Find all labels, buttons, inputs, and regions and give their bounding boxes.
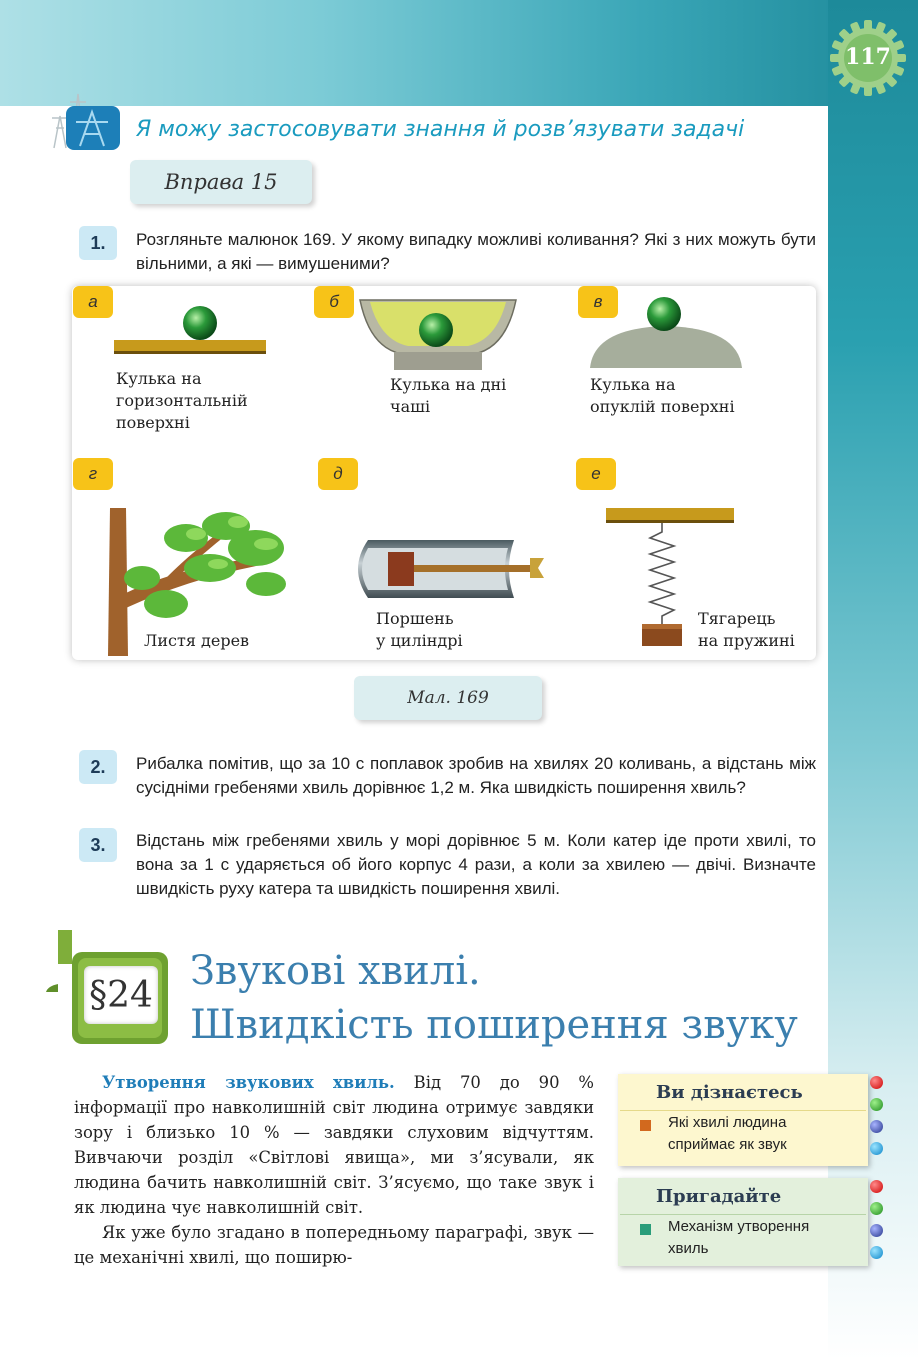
- ball-on-convex-surface-image: [588, 294, 744, 370]
- exercise-label: Вправа 15: [130, 160, 312, 204]
- ball-on-horizontal-surface-image: [112, 300, 268, 360]
- task-number: 3.: [79, 828, 117, 862]
- paragraph-title-line1: Звукові хвилі.: [190, 948, 481, 994]
- paragraph-title-line2: Швидкість поширення звуку: [190, 1002, 798, 1048]
- learn-box-item: Які хвилі людина сприймає як звук: [668, 1114, 787, 1153]
- task-number: 1.: [79, 226, 117, 260]
- red-dot-icon: [870, 1180, 883, 1193]
- figure-caption-b: Кулька на дні чаші: [390, 375, 507, 416]
- cyan-dot-icon: [870, 1142, 883, 1155]
- figure-letter-a: а: [73, 286, 113, 318]
- recall-box-item: Механізм утворення хвиль: [668, 1218, 810, 1257]
- figure-caption-d: Поршень у циліндрі: [376, 609, 463, 650]
- body-paragraph-2: Як уже було згадано в попередньому параграфі, звук — це механічні хвилі, що поширю-: [74, 1223, 594, 1267]
- figure-letter-c: в: [578, 286, 618, 318]
- body-paragraph-1: Утворення звукових хвиль. Від 70 до 90 % інформації про навколишній світ людина отримує завдяки зору і близько 10 % — завдяки слуховим відчуттям. Вивчаючи розділ «Світлові явища», ми з’ясували, як людина бачить навколишній світ. З’ясуємо, що таке звук і як людина чує навколишній світ.: [74, 1073, 594, 1217]
- paragraph-number: §24: [84, 966, 158, 1024]
- figure-caption-a: Кулька на горизонтальній поверхні: [116, 369, 248, 432]
- learn-box: [618, 1074, 868, 1166]
- task-text: Рибалка помітив, що за 10 с поплавок зробив на хвилях 20 коливань, а відстань між сусідніми гребенями хвиль дорівнює 1,2 м. Яка швидкість поширення хвиль?: [136, 754, 816, 797]
- learn-box-title: Ви дізнаєтесь: [656, 1082, 803, 1103]
- cyan-dot-icon: [870, 1246, 883, 1259]
- figure-number-label: Мал. 169: [354, 676, 542, 720]
- header-background: [0, 0, 918, 106]
- body-lead: Утворення звукових хвиль.: [102, 1073, 395, 1092]
- recall-box-title: Пригадайте: [656, 1186, 782, 1207]
- figure-caption-g: Листя дерев: [144, 631, 250, 650]
- figure-caption-c: Кулька на опуклій поверхні: [590, 375, 735, 416]
- green-dot-icon: [870, 1098, 883, 1111]
- blue-dot-icon: [870, 1120, 883, 1133]
- task-text: Розгляньте малюнок 169. У якому випадку можливі коливання? Які з них можуть бути вільними, а які — вимушеними?: [136, 230, 816, 273]
- figure-letter-e: е: [576, 458, 616, 490]
- figure-letter-g: г: [73, 458, 113, 490]
- ball-in-bowl-image: [356, 292, 520, 374]
- task-text: Відстань між гребенями хвиль у морі дорівнює 5 м. Коли катер іде проти хвилі, то вона за 1 с ударяється об його корпус 4 рази, а коли за хвилею — двічі. Визначте швидкість руху катера та швидкість поширення хвилі.: [136, 831, 816, 898]
- figure-letter-d: д: [318, 458, 358, 490]
- piston-in-cylinder-image: [346, 536, 550, 602]
- task-number: 2.: [79, 750, 117, 784]
- recall-box: [618, 1178, 868, 1266]
- section-heading: Я можу застосовувати знання й розв’язувати задачі: [136, 117, 745, 142]
- green-dot-icon: [870, 1202, 883, 1215]
- figure-letter-b: б: [314, 286, 354, 318]
- figure-caption-e: Тягарець на пружині: [698, 609, 795, 650]
- bullet-icon: [640, 1120, 651, 1131]
- power-tower-icon: [42, 88, 122, 152]
- page-number: 117: [845, 44, 891, 70]
- blue-dot-icon: [870, 1224, 883, 1237]
- red-dot-icon: [870, 1076, 883, 1089]
- bullet-icon: [640, 1224, 651, 1235]
